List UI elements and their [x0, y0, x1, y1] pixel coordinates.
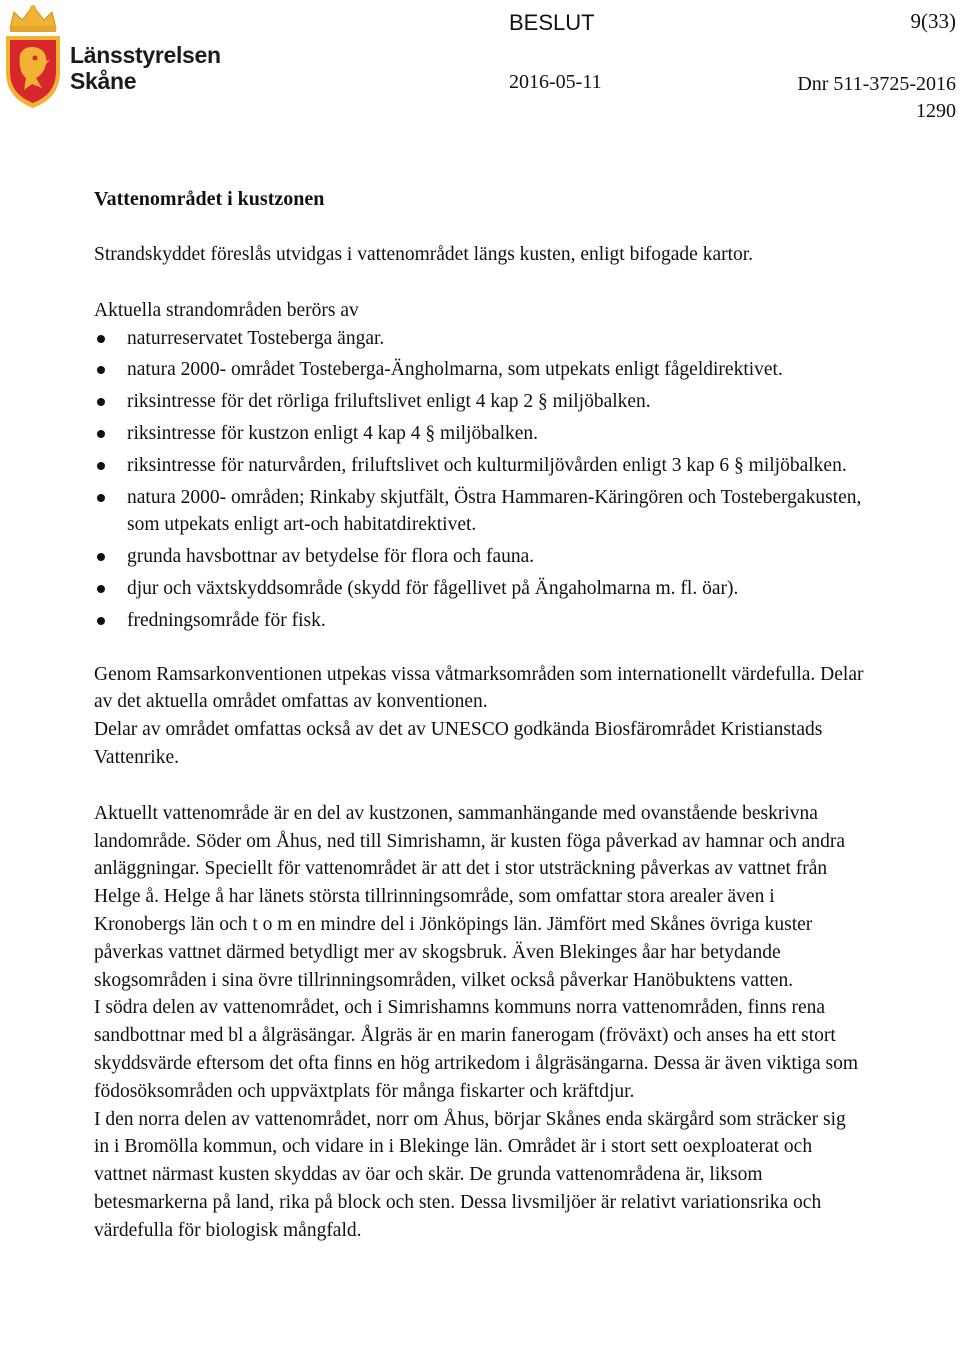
- list-item: grunda havsbottnar av betydelse för flora och fauna.: [94, 543, 864, 571]
- north-paragraph: I den norra delen av vattenområdet, norr om Åhus, börjar Skånes enda skärgård som sträcker sig in i Bromölla kommun, och vidare in i Blekinge län. Området är i stort sett oexploaterat och vattnet närmast kusten skyddas av öar och skär. De grunda vattenområdena är, liksom betesmarkerna på land, rika på block och sten. Dessa livsmiljöer är relativt variationsrika och värdefulla för biologisk mångfald.: [94, 1108, 846, 1241]
- intro-paragraph: Strandskyddet föreslås utvidgas i vattenområdet längs kusten, enligt bifogade kartor.: [94, 244, 754, 265]
- list-lead: Aktuella strandområden berörs av: [94, 299, 359, 321]
- bullet-icon: [97, 398, 105, 406]
- affected-areas-list: [94, 325, 864, 635]
- bullet-icon: [97, 366, 105, 374]
- logo-name-line2: Skåne: [70, 68, 137, 94]
- list-item: riksintresse för kustzon enligt 4 kap 4 § miljöbalken.: [94, 420, 864, 448]
- bullet-icon: [97, 585, 105, 593]
- document-date: 2016-05-11: [509, 71, 602, 93]
- bullet-icon: [97, 335, 105, 343]
- bullet-icon: [97, 494, 105, 502]
- list-item: natura 2000- områden; Rinkaby skjutfält, Östra Hammaren-Käringören och Tostebergakusten, som utpekats enligt art-och habitatdirektivet.: [94, 484, 864, 540]
- coast-paragraph: Aktuellt vattenområde är en del av kustzonen, sammanhängande med ovanstående beskrivna landområde. Söder om Åhus, ned till Simrishamn, är kusten föga påverkad av hamnar och andra anläggningar. Speciellt för vattenområdet är att det i stor utsträckning påverkas av vattnet från Helge å. Helge å har länets största tillrinningsområde, som omfattar stora arealer även i Kronobergs län och t o m en mindre del i Jönköpings län. Jämfört med Skånes övriga kuster påverkas vattnet därmed betydligt mer av skogsbruk. Även Blekinges åar har betydande skogsområden i sina övre tillrinningsområden, vilket också påverkar Hanöbuktens vatten.: [94, 802, 846, 991]
- coat-of-arms-icon: [2, 2, 64, 110]
- document-body: [94, 185, 864, 1245]
- dnr-line: Dnr 511-3725-2016: [797, 73, 956, 95]
- list-item: fredningsområde för fisk.: [94, 607, 864, 635]
- logo-name-line1: Länsstyrelsen: [70, 42, 221, 68]
- list-item: djur och växtskyddsområde (skydd för fågellivet på Ängaholmarna m. fl. öar).: [94, 575, 864, 603]
- list-item: riksintresse för naturvården, friluftslivet och kulturmiljövården enligt 3 kap 6 § miljöbalken.: [94, 452, 864, 480]
- south-paragraph: I södra delen av vattenområdet, och i Simrishamns kommuns norra vattenområden, finns rena sandbottnar med bl a ålgräsängar. Ålgräs är en marin fanerogam (fröväxt) och anses ha ett stort skyddsvärde eftersom det ofta finns en hög artrikedom i ålgräsängarna. Dessa är även viktiga som födosöksområden och uppväxtplats för många fiskarter och kräftdjur.: [94, 997, 859, 1102]
- dnr-sub-line: 1290: [916, 100, 956, 122]
- list-item: natura 2000- området Tosteberga-Ängholmarna, som utpekats enligt fågeldirektivet.: [94, 356, 864, 384]
- unesco-paragraph: Delar av området omfattas också av det av UNESCO godkända Biosfärområdet Kristianstads Vattenrike.: [94, 719, 823, 768]
- list-item: naturreservatet Tosteberga ängar.: [94, 325, 864, 353]
- page-number: 9(33): [910, 9, 956, 33]
- reference-number: [797, 71, 956, 125]
- bullet-icon: [97, 617, 105, 625]
- bullet-icon: [97, 462, 105, 470]
- list-item: riksintresse för det rörliga friluftslivet enligt 4 kap 2 § miljöbalken.: [94, 388, 864, 416]
- bullet-icon: [97, 553, 105, 561]
- agency-logo: [2, 2, 221, 112]
- document-type: BESLUT: [509, 10, 595, 35]
- bullet-icon: [97, 430, 105, 438]
- ramsar-paragraph: Genom Ramsarkonventionen utpekas vissa våtmarksområden som internationellt värdefulla. Delar av det aktuella området omfattas av konventionen.: [94, 663, 864, 713]
- section-heading: Vattenområdet i kustzonen: [94, 188, 325, 210]
